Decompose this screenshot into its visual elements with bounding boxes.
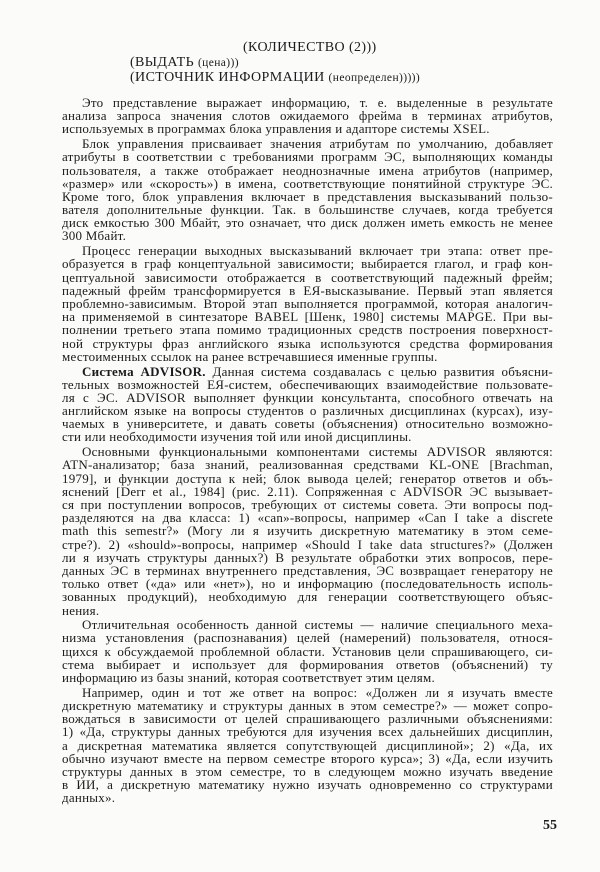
text-line: образуется в граф концептуальной зависимости; выбирается глагол, и граф кон- xyxy=(62,256,553,272)
text-line: используемых в программах блока управления и адапторе системы XSEL. xyxy=(62,121,490,137)
text-line: нения. xyxy=(62,602,100,618)
text-line: вождаться в зависимости от целей спрашивающего различными объяснениями: xyxy=(62,711,553,727)
text-line: падежный фрейм трансформируется в ЕЯ-высказывание. Первый этап является xyxy=(62,282,553,298)
text-line: math this semestr?» (Могу ли я изучить дискретную математику в этом семе- xyxy=(62,523,553,539)
text-line: анализа запроса значения слотов ожидаемого фрейма в терминах атрибутов, xyxy=(62,108,553,124)
text-line: английском языке на вопросы студентов о различных дисциплинах (курсах), изу- xyxy=(62,403,553,419)
code-keyword: (ВЫДАТЬ xyxy=(130,55,198,70)
text-line: 1979], и функции доступа к ней; блок вывода целей; генератор ответов и объ- xyxy=(62,470,553,486)
text-line: стема выбирает и использует для формирования ответов (объяснений) ту xyxy=(62,656,553,672)
text-line: информацию из базы знаний, которая соответствует этим целям. xyxy=(62,670,435,686)
text-line: атрибуты в соответствии с требованиями программ ЭС, выполняющих команды xyxy=(62,149,553,165)
text-line: щихся к обсуждаемой проблемной области. Установив цели спрашивающего, си- xyxy=(62,643,553,659)
text-line: тельных возможностей ЕЯ-систем, обеспечивающих взаимодействие пользовате- xyxy=(62,376,553,392)
text-line: 1) «Да, структуры данных требуются для изучения всех дальнейших дисциплин, xyxy=(62,724,553,740)
text-line: зованных продукций), необходимую для генерации соответствующего объяс- xyxy=(62,589,553,605)
text-line: проблемно-зависимым. Второй этап выполняется программой, которая аналогич- xyxy=(62,296,553,311)
text-line: Блок управления присваивает значения атрибутам по умолчанию, добавляет xyxy=(82,136,553,152)
paragraph xyxy=(62,445,553,616)
text-line: в ИИ, а дискретную математику нужно изучать одновременно со структурами xyxy=(62,777,553,793)
text-line: Кроме того, блок управления включает в представления высказываний пользо- xyxy=(62,188,553,204)
text-line: ATN-анализатор; база знаний, реализованная средствами KL-ONE [Brachman, xyxy=(62,457,553,473)
text-line: пользователя, а также отображает неоднозначные имена атрибутов (например, xyxy=(62,162,553,178)
section-lead-heading: Система ADVISOR. xyxy=(82,363,206,379)
text-line: Это представление выражает информацию, т. е. выделенные в результате xyxy=(82,95,553,110)
text-line: структуры данных в этом семестре, то в следующем можно изучать введение xyxy=(62,763,553,779)
text-line: обычно изучают вместе на первом семестре второго курса»; 3) «Да, если изучить xyxy=(62,750,553,766)
text-line: только ответ («да» или «нет»), но и информацию (последовательность исполь- xyxy=(62,576,553,592)
text-line: вателя дополнительные функции. Так. в большинстве случаев, когда требуется xyxy=(62,202,553,218)
text-line: цептуальной зависимости отображается в соответствующий падежный фрейм; xyxy=(62,269,553,285)
text-line: 300 Мбайт. xyxy=(62,228,127,244)
paragraph xyxy=(62,96,553,136)
text-line: разделяются на два класса: 1) «can»-вопросы, например «Can I take a discrete xyxy=(62,510,553,526)
text-line: данных». xyxy=(62,790,116,806)
code-line-source xyxy=(130,70,420,86)
body-text xyxy=(62,96,553,806)
text-line: ной структуры фраз английского языка используются средства формирования xyxy=(62,335,553,351)
paragraph xyxy=(62,686,553,805)
text-line: полнении третьего этапа помимо традиционных средств построения поверхност- xyxy=(62,322,553,338)
code-value: (цена))) xyxy=(197,57,239,69)
text-line: Например, один и тот же ответ на вопрос: «Должен ли я изучать вместе xyxy=(82,684,553,700)
text-line xyxy=(62,365,553,378)
text-line: яснений [Derr et al., 1984] (рис. 2.11). Сопряженная с ADVISOR ЭС вызывает- xyxy=(62,483,553,499)
text-line: местоименных ссылок на ранее встречавшиеся именные группы. xyxy=(62,348,438,364)
code-line-quantity xyxy=(243,40,377,56)
text-line: ли я изучать структуры данных?) В результате обработки этих вопросов, пере- xyxy=(62,549,553,565)
text-line: Отличительная особенность данной системы — наличие специального меха- xyxy=(82,617,553,633)
line-text: Данная система создавалась с целью развития объясни- xyxy=(205,363,553,379)
code-line-output xyxy=(130,55,239,71)
text-line: на применяемой в синтезаторе BABEL [Шенк, 1980] системы MAPGE. При вы- xyxy=(62,309,553,325)
text-line: ля с ЭС. ADVISOR выполняет функции консультанта, способного отвечать на xyxy=(62,389,553,405)
text-line: данных ЭС в терминах внутреннего представления, ЭС возвращает генератору не xyxy=(62,562,553,578)
text-line: «размер» или «скорость») в имена, соответствующие понятийной структуре ЭС. xyxy=(62,175,553,191)
text-line: диск емкостью 300 Мбайт, это означает, что диск должен иметь емкость не менее xyxy=(62,215,553,231)
paragraph xyxy=(62,137,553,243)
text-line: дискретную математику и структуры данных в этом семестре?» — может сопро- xyxy=(62,698,553,713)
text-line: ся при поступлении вопросов, требующих от системы совета. Эти вопросы под- xyxy=(62,497,553,512)
page-number: 55 xyxy=(543,818,557,833)
text-line: чаемых в университете, и давать советы (объяснения) относительно возможно- xyxy=(62,416,553,432)
code-text: (КОЛИЧЕСТВО (2))) xyxy=(243,40,377,55)
code-keyword: (ИСТОЧНИК ИНФОРМАЦИИ xyxy=(130,70,329,85)
paragraph xyxy=(62,618,553,684)
code-value: (неопределен))))) xyxy=(328,72,421,84)
text-line: сти или необходимости изучения той или иной дисциплины. xyxy=(62,429,412,445)
text-line: низма установления (распознавания) целей (намерений) пользователя, относя- xyxy=(62,630,553,646)
paragraph xyxy=(62,244,553,363)
paragraph xyxy=(62,365,553,444)
text-line: стре?). 2) «should»-вопросы, например «Should I take data structures?» (Должен xyxy=(62,536,553,552)
text-line: а дискретная математика является сопутствующей дисциплиной»; 2) «Да, их xyxy=(62,737,553,753)
text-line: Основными функциональными компонентами системы ADVISOR являются: xyxy=(82,444,553,460)
text-line: Процесс генерации выходных высказываний включает три этапа: ответ пре- xyxy=(82,243,553,259)
